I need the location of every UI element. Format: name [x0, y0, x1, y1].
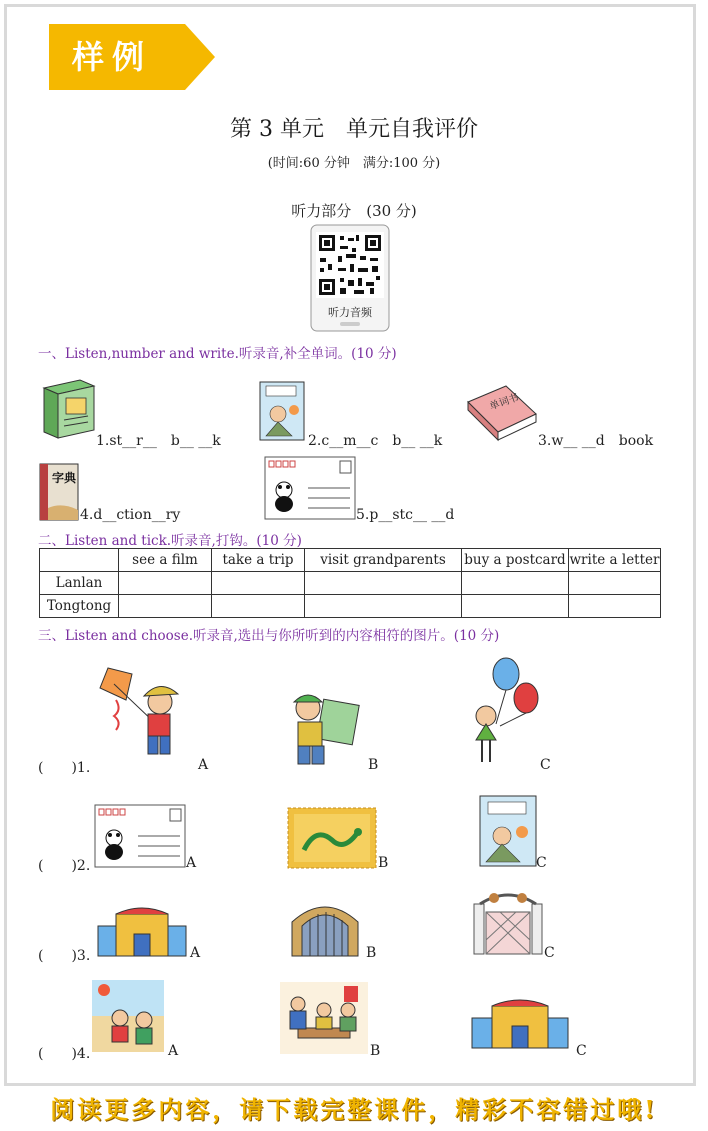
option-a-label: A — [198, 757, 209, 773]
word-item-4: 4.d__ction__ry — [80, 507, 181, 523]
tick-cell[interactable] — [119, 572, 212, 595]
table-header-cell: take a trip — [212, 549, 305, 572]
section3-heading: 三、Listen and choose.听录音,选出与你所听到的内容相符的图片。(10 分) — [38, 628, 500, 644]
row-label: Tongtong — [40, 595, 119, 618]
table-header-cell: buy a postcard — [462, 549, 569, 572]
word-item-5: 5.p__stc__ __d — [356, 507, 455, 523]
kite-boy-picture — [96, 664, 186, 760]
postcard-picture — [94, 804, 186, 868]
table-header-cell — [40, 549, 119, 572]
dictionary-picture — [38, 462, 80, 522]
option-b-label: B — [378, 855, 389, 871]
table-header-cell: see a film — [119, 549, 212, 572]
tick-cell[interactable] — [569, 572, 661, 595]
option-a-label: A — [190, 945, 201, 961]
option-b-label: B — [370, 1043, 381, 1059]
comic-book-picture — [478, 794, 542, 868]
tick-table — [39, 548, 661, 618]
tick-cell[interactable] — [212, 595, 305, 618]
tick-cell[interactable] — [569, 595, 661, 618]
table-row — [40, 572, 661, 595]
section1-heading: 一、Listen,number and write.听录音,补全单词。(10 分) — [38, 346, 397, 362]
section2-heading: 二、Listen and tick.听录音,打钩。(10 分) — [38, 533, 302, 549]
table-header-cell: write a letter — [569, 549, 661, 572]
reading-boy-picture — [280, 686, 364, 768]
qr-label: 听力音频 — [328, 306, 372, 319]
postcard-picture — [264, 456, 356, 520]
word-book-title: 单词书 — [488, 392, 521, 413]
option-b-label: B — [366, 945, 377, 961]
footer-banner[interactable]: 阅读更多内容，请下载完整课件，精彩不容错过哦! — [50, 1095, 658, 1124]
table-row — [40, 595, 661, 618]
row-label: Lanlan — [40, 572, 119, 595]
option-c-label: C — [576, 1043, 587, 1059]
word-item-2: 2.c__m__c b__ __k — [308, 433, 443, 449]
question-4: ( )4. — [38, 1046, 91, 1062]
option-c-label: C — [544, 945, 555, 961]
question-2: ( )2. — [38, 858, 91, 874]
table-header-row — [40, 549, 661, 572]
tick-cell[interactable] — [462, 595, 569, 618]
option-a-label: A — [168, 1043, 179, 1059]
museum-building-picture — [470, 994, 570, 1052]
badge-label: 样例 — [72, 38, 153, 76]
question-1: ( )1. — [38, 760, 91, 776]
family-visit-picture — [278, 980, 370, 1056]
tick-cell[interactable] — [305, 595, 462, 618]
museum-building-picture — [96, 902, 188, 960]
beach-kids-picture — [90, 978, 166, 1054]
zoo-gate-picture — [470, 888, 546, 956]
comic-book-picture — [258, 380, 308, 442]
option-c-label: C — [540, 757, 551, 773]
gate-picture — [286, 896, 364, 960]
option-b-label: B — [368, 757, 379, 773]
listening-header: 听力部分 (30 分) — [291, 202, 417, 220]
word-book-picture — [466, 384, 538, 444]
table-header-cell: visit grandparents — [305, 549, 462, 572]
dictionary-title: 字典 — [52, 471, 77, 485]
page-title: 第 3 单元 单元自我评价 — [230, 117, 478, 142]
tick-cell[interactable] — [305, 572, 462, 595]
tick-cell[interactable] — [119, 595, 212, 618]
option-c-label: C — [536, 855, 547, 871]
word-item-3: 3.w__ __d book — [538, 433, 654, 449]
word-item-1: 1.st__r__ b__ __k — [96, 433, 221, 449]
page-subtitle: (时间:60 分钟 满分:100 分) — [267, 156, 441, 171]
tick-cell[interactable] — [212, 572, 305, 595]
stamp-picture — [286, 806, 378, 870]
question-3: ( )3. — [38, 948, 91, 964]
tick-cell[interactable] — [462, 572, 569, 595]
option-a-label: A — [186, 855, 197, 871]
balloon-girl-picture — [466, 654, 546, 770]
storybook-picture — [40, 376, 98, 440]
